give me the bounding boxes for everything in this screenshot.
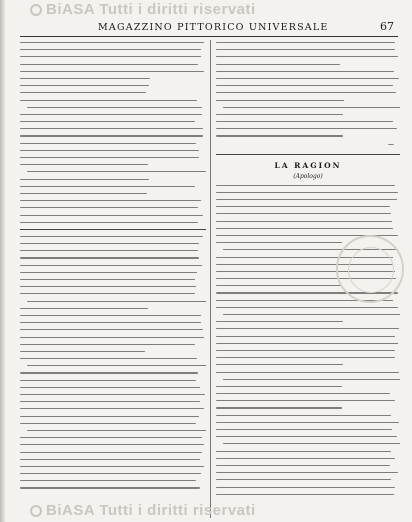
text-line bbox=[20, 236, 203, 237]
text-line bbox=[216, 56, 398, 57]
text-line bbox=[216, 407, 342, 408]
signature-mark: — bbox=[388, 140, 394, 148]
text-line bbox=[216, 206, 390, 207]
text-line bbox=[216, 328, 399, 329]
watermark-logo-icon bbox=[30, 4, 42, 16]
text-line bbox=[20, 293, 195, 294]
text-line bbox=[20, 394, 205, 395]
text-line bbox=[20, 358, 197, 359]
section-title: LA RAGION bbox=[274, 160, 342, 170]
text-line bbox=[216, 285, 342, 286]
text-line bbox=[20, 487, 200, 488]
left-separator bbox=[20, 229, 206, 230]
text-line bbox=[216, 242, 342, 243]
text-line bbox=[20, 322, 201, 323]
text-line bbox=[27, 301, 206, 302]
journal-title: MAGAZZINO PITTORICO UNIVERSALE bbox=[98, 22, 329, 33]
text-line bbox=[20, 215, 203, 216]
text-line bbox=[20, 286, 196, 287]
text-line bbox=[20, 401, 200, 402]
text-line bbox=[20, 200, 201, 201]
right-paragraph-2 bbox=[216, 185, 400, 495]
text-line bbox=[216, 185, 395, 186]
text-line bbox=[216, 343, 398, 344]
text-line bbox=[20, 114, 202, 115]
text-line bbox=[223, 314, 400, 315]
text-line bbox=[216, 479, 391, 480]
watermark-bottom: BiASA Tutti i diritti riservati bbox=[30, 502, 256, 519]
text-line bbox=[216, 121, 393, 122]
text-line bbox=[20, 143, 196, 144]
text-line bbox=[20, 452, 202, 453]
text-line bbox=[216, 429, 392, 430]
text-line bbox=[20, 49, 201, 50]
text-line bbox=[20, 157, 199, 158]
text-line bbox=[216, 364, 343, 365]
text-line bbox=[216, 465, 390, 466]
text-line bbox=[27, 430, 206, 431]
text-line bbox=[20, 56, 201, 57]
text-line bbox=[20, 186, 195, 187]
text-line bbox=[20, 459, 200, 460]
text-line bbox=[20, 272, 197, 273]
text-line bbox=[223, 107, 399, 108]
text-line bbox=[20, 92, 146, 93]
text-line bbox=[20, 437, 202, 438]
text-line bbox=[20, 193, 147, 194]
column-divider bbox=[210, 40, 211, 518]
text-line bbox=[20, 329, 203, 330]
library-stamp bbox=[336, 235, 404, 303]
text-line bbox=[20, 408, 204, 409]
text-line bbox=[216, 372, 399, 373]
text-line bbox=[216, 64, 340, 65]
text-line bbox=[216, 100, 344, 101]
text-line bbox=[20, 179, 149, 180]
text-line bbox=[216, 458, 395, 459]
text-line bbox=[20, 466, 204, 467]
text-line bbox=[216, 128, 397, 129]
text-line bbox=[216, 114, 343, 115]
text-line bbox=[27, 171, 206, 172]
text-line bbox=[20, 250, 198, 251]
text-line bbox=[27, 365, 206, 366]
text-line bbox=[223, 379, 400, 380]
text-line bbox=[20, 78, 150, 79]
text-line bbox=[216, 400, 395, 401]
text-line bbox=[20, 150, 199, 151]
text-line bbox=[216, 228, 393, 229]
text-line bbox=[20, 71, 204, 72]
text-line bbox=[20, 380, 196, 381]
text-line bbox=[216, 213, 391, 214]
text-line bbox=[216, 357, 395, 358]
text-line bbox=[216, 49, 395, 50]
text-line bbox=[223, 443, 400, 444]
text-line bbox=[216, 386, 342, 387]
text-line bbox=[20, 207, 198, 208]
section-subtitle: (Apologo) bbox=[293, 172, 323, 180]
right-paragraph-1 bbox=[216, 42, 400, 137]
text-line bbox=[20, 423, 196, 424]
text-line bbox=[216, 472, 398, 473]
left-paragraph-1 bbox=[20, 42, 206, 223]
text-line bbox=[216, 422, 399, 423]
text-line bbox=[20, 243, 199, 244]
text-line bbox=[20, 337, 204, 338]
text-line bbox=[20, 121, 195, 122]
text-line bbox=[216, 192, 398, 193]
text-line bbox=[216, 71, 394, 72]
text-line bbox=[20, 222, 198, 223]
watermark-logo-icon bbox=[30, 505, 42, 517]
text-line bbox=[20, 279, 195, 280]
text-line bbox=[216, 393, 390, 394]
text-line bbox=[216, 451, 391, 452]
text-line bbox=[216, 85, 393, 86]
text-line bbox=[216, 307, 398, 308]
text-line bbox=[20, 308, 148, 309]
text-line bbox=[216, 199, 397, 200]
text-line bbox=[20, 42, 204, 43]
text-line bbox=[216, 415, 391, 416]
text-line bbox=[216, 78, 399, 79]
text-line bbox=[20, 444, 204, 445]
watermark-top: BiASA Tutti i diritti riservati bbox=[30, 1, 256, 18]
left-paragraph-2 bbox=[20, 236, 206, 489]
left-column bbox=[20, 42, 206, 518]
text-line bbox=[216, 487, 395, 488]
text-line bbox=[216, 221, 392, 222]
text-line bbox=[216, 321, 343, 322]
text-line bbox=[20, 135, 203, 136]
text-line bbox=[20, 257, 199, 258]
text-line bbox=[216, 494, 394, 495]
text-line bbox=[216, 92, 396, 93]
text-line bbox=[216, 436, 397, 437]
page-binding-shadow bbox=[0, 0, 6, 522]
text-line bbox=[20, 473, 201, 474]
text-line bbox=[20, 315, 201, 316]
text-line bbox=[20, 387, 200, 388]
page-number: 67 bbox=[380, 20, 394, 33]
text-line bbox=[216, 336, 395, 337]
text-line bbox=[20, 351, 145, 352]
text-line bbox=[216, 135, 343, 136]
text-line bbox=[20, 164, 148, 165]
text-line bbox=[20, 344, 195, 345]
text-line bbox=[27, 107, 202, 108]
text-line bbox=[216, 350, 395, 351]
text-line bbox=[20, 128, 203, 129]
right-separator bbox=[216, 154, 400, 155]
text-line bbox=[20, 265, 202, 266]
text-line bbox=[20, 480, 196, 481]
text-line bbox=[20, 64, 198, 65]
text-line bbox=[216, 42, 395, 43]
page-header bbox=[20, 20, 398, 37]
text-line bbox=[20, 416, 199, 417]
text-line bbox=[20, 372, 198, 373]
text-line bbox=[20, 100, 197, 101]
text-line bbox=[20, 85, 149, 86]
